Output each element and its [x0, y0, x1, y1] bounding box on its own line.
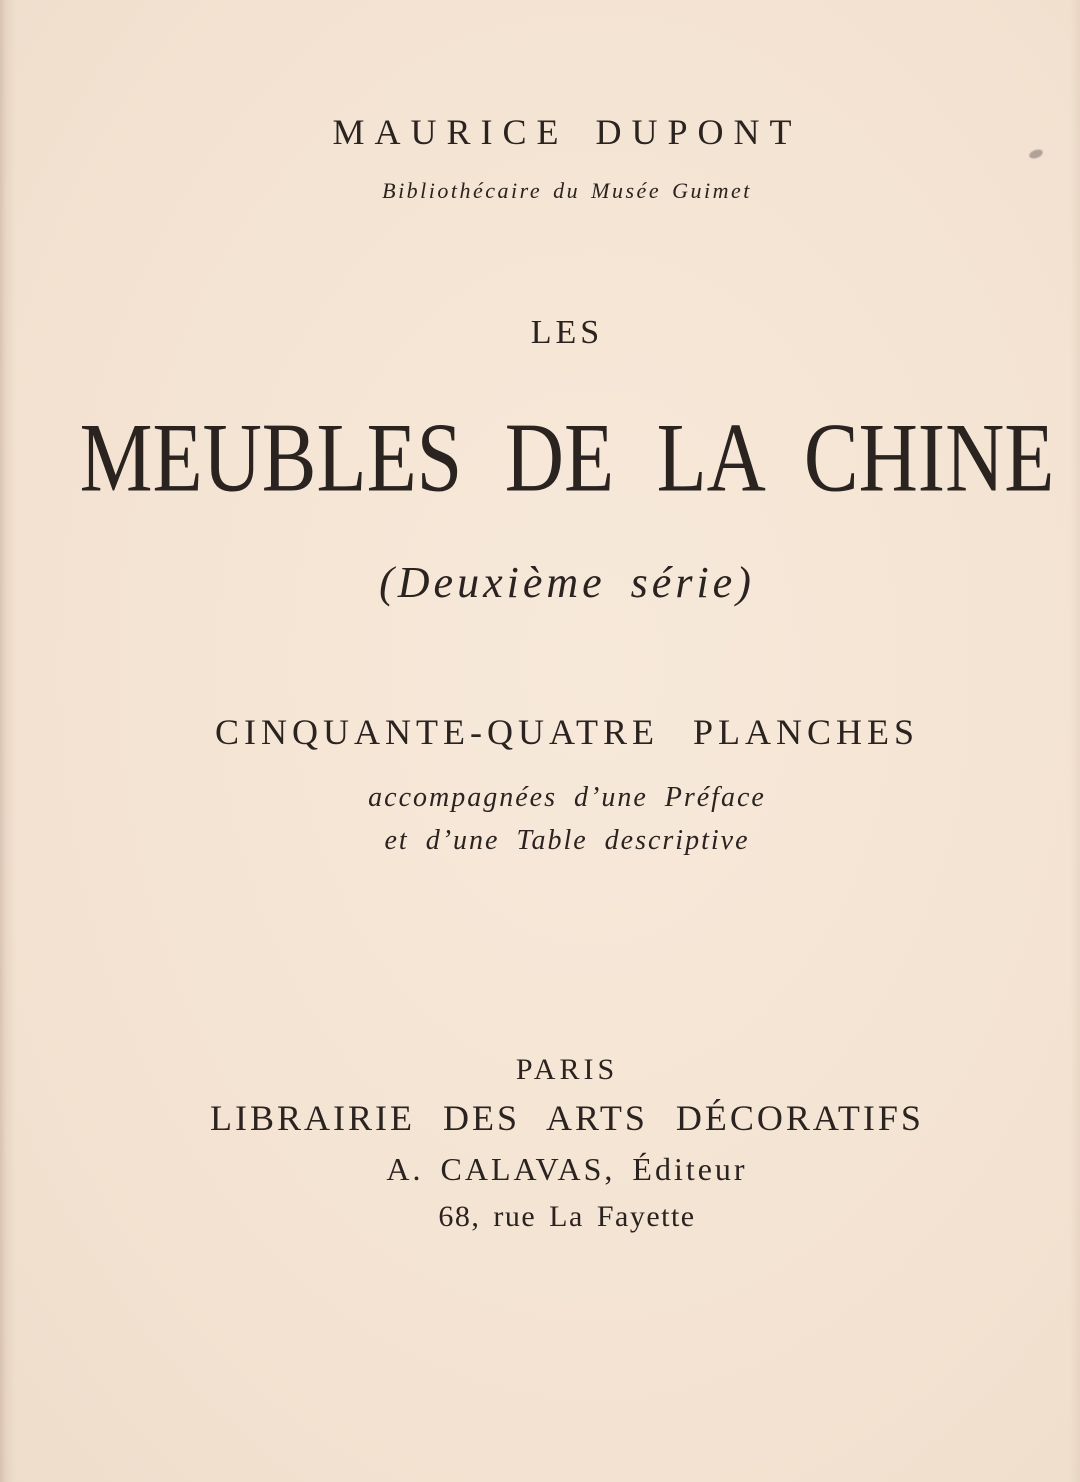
imprint-city: PARIS	[515, 1053, 619, 1086]
author-name: MAURICE DUPONT	[332, 112, 802, 152]
imprint-editor: A. CALAVAS, Éditeur	[386, 1151, 748, 1187]
title-article: LES	[530, 314, 604, 351]
imprint-publisher: LIBRAIRIE DES ARTS DÉCORATIFS	[210, 1098, 924, 1138]
imprint-address: 68, rue La Fayette	[438, 1200, 696, 1233]
title-page-text-column	[54, 0, 1080, 1482]
series-subtitle: (Deuxième série)	[379, 558, 755, 607]
book-title: MEUBLES DE LA CHINE	[79, 402, 1055, 512]
contents-description-line-1: accompagnées d’une Préface	[368, 782, 766, 813]
author-position: Bibliothécaire du Musée Guimet	[382, 178, 752, 203]
contents-description-line-2: et d’une Table descriptive	[384, 825, 750, 856]
plates-count: CINQUANTE-QUATRE PLANCHES	[215, 712, 919, 752]
